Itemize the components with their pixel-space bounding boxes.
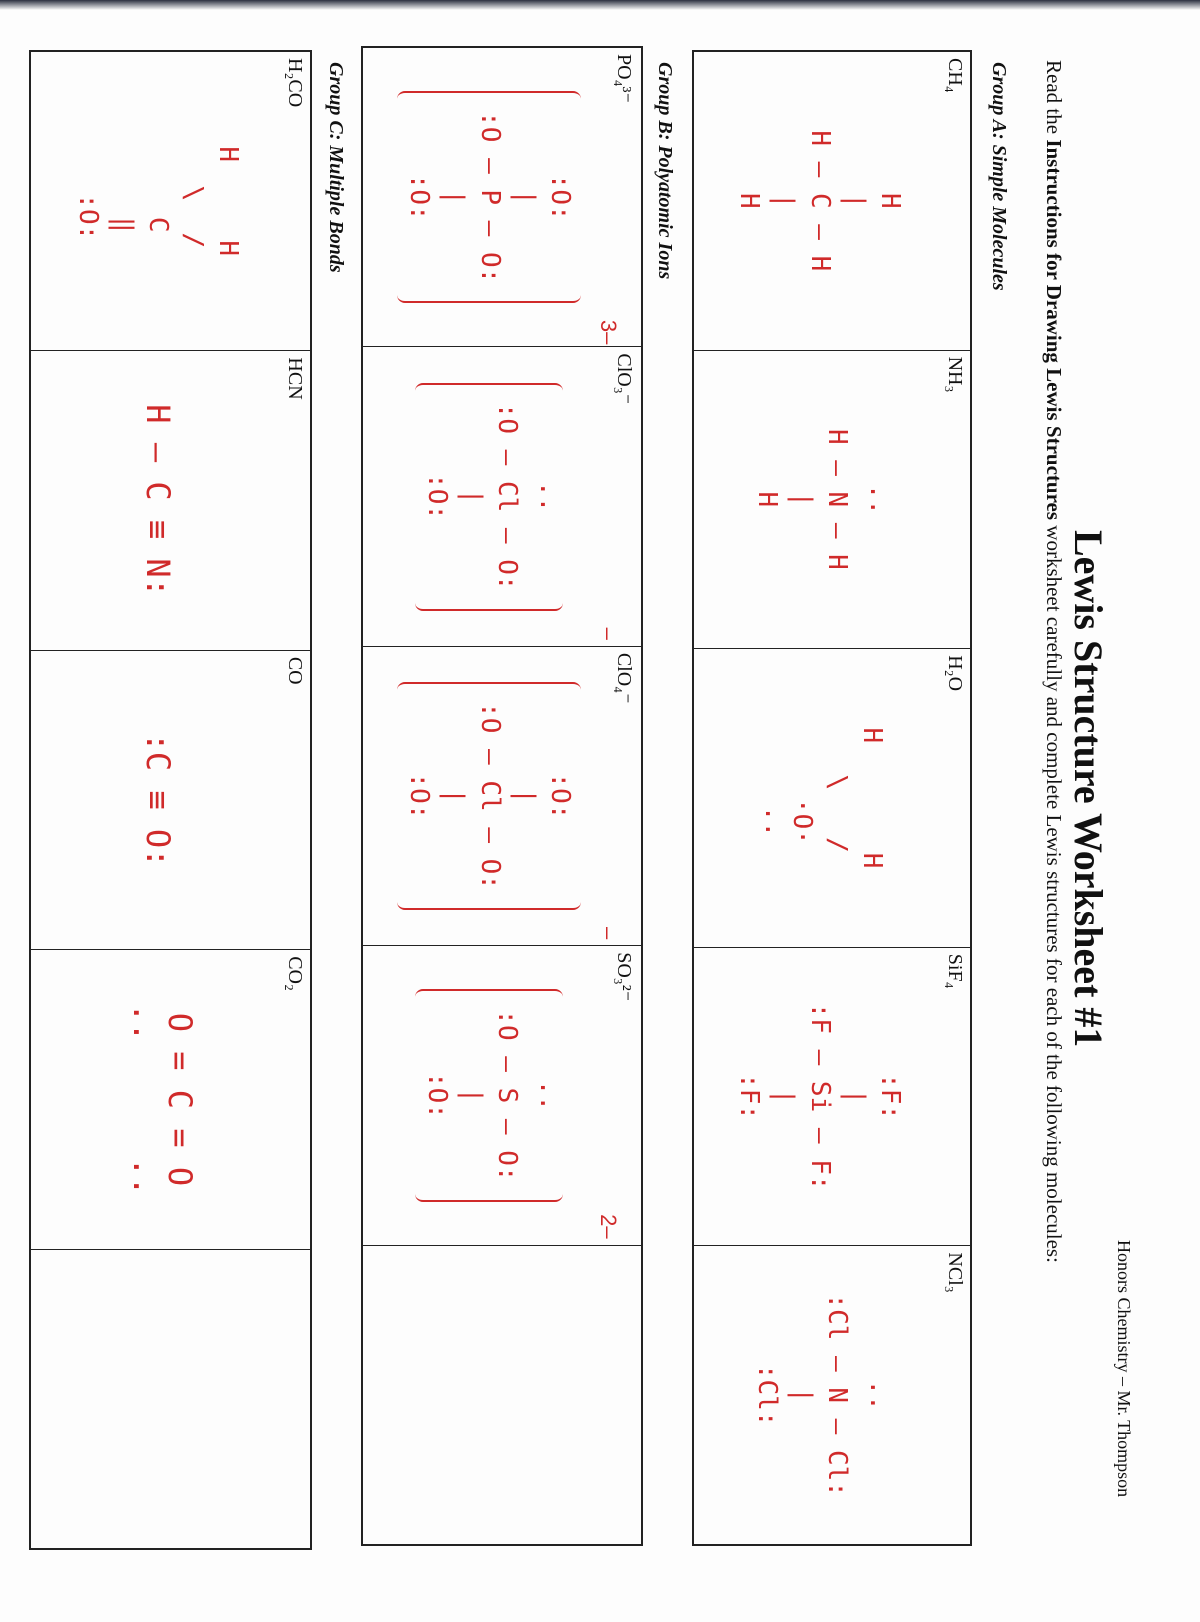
lewis-structure: ·· H – N – H | H (751, 428, 888, 570)
lewis-structure: :F: | :F – Si – F: | :F: (734, 1002, 905, 1191)
page-title: Lewis Structure Worksheet #1 (1066, 530, 1111, 1048)
instructions-prefix: Read the (1042, 60, 1066, 140)
ion-bracket: ·· :O – S – O: | :O: (415, 989, 563, 1201)
molecule-cell-so3 (363, 946, 641, 1245)
molecule-cell-co2 (31, 950, 310, 1249)
group-a-heading: Group A: Simple Molecules (988, 62, 1010, 291)
group-c-grid (29, 50, 312, 1550)
instructions-suffix: worksheet carefully and complete Lewis structures for each of the following molecules: (1042, 520, 1066, 1263)
formula-label: PO₄³⁻ (613, 54, 635, 104)
lewis-structure: H | H – C – H | H (734, 130, 905, 272)
empty-cell (363, 1246, 641, 1544)
group-b-heading: Group B: Polyatomic Ions (654, 62, 676, 280)
lewis-structure (363, 347, 615, 645)
formula-label: CH₄ (944, 58, 966, 93)
lewis-structure: :C ≡ O: (139, 732, 178, 868)
molecule-cell-ncl3 (694, 1246, 970, 1544)
formula-label: HCN (284, 357, 306, 400)
formula-label: CO₂ (284, 956, 306, 991)
formula-label: SO₃²⁻ (613, 952, 635, 1002)
lewis-structure: ·· :Cl – N – Cl: | :Cl: (751, 1293, 888, 1497)
lewis-structure (363, 48, 615, 346)
formula-label: H₂CO (284, 58, 306, 108)
formula-label: SiF₄ (944, 953, 966, 989)
group-a-grid (692, 50, 972, 1546)
formula-label: CO (284, 656, 306, 685)
formula-label: ClO₄⁻ (613, 652, 635, 704)
ion-charge: 2– (596, 1214, 621, 1239)
instructions-bold: Instructions for Drawing Lewis Structures (1042, 139, 1066, 521)
molecule-cell-ch4 (694, 52, 970, 351)
lewis-structure (363, 946, 615, 1244)
molecule-cell-sif4 (694, 948, 970, 1247)
ion-charge: 3– (596, 319, 621, 345)
group-b-grid (361, 46, 643, 1546)
empty-cell (31, 1250, 310, 1548)
molecule-cell-co (31, 651, 310, 950)
lewis-structure: H H \ / ·O· ·· (751, 727, 888, 869)
formula-label: H₂O (944, 655, 966, 692)
lewis-structure: H H \ / C ‖ :O: (72, 146, 244, 256)
formula-label: NCl₃ (944, 1252, 966, 1293)
molecule-cell-clo3 (363, 347, 641, 646)
ion-bracket: ·· :O – Cl – O: | :O: (415, 383, 563, 611)
ion-charge: – (596, 926, 621, 940)
formula-label: ClO₃⁻ (613, 353, 635, 405)
instructions (1041, 60, 1066, 1263)
molecule-cell-hcn (31, 351, 310, 650)
formula-label: NH₃ (944, 356, 966, 393)
course-label: Honors Chemistry – Mr. Thompson (1114, 1240, 1134, 1498)
ion-charge: – (596, 627, 621, 640)
lewis-structure (363, 647, 615, 945)
molecule-cell-nh3 (694, 351, 970, 650)
molecule-cell-clo4 (363, 647, 641, 946)
group-c-heading: Group C: Multiple Bonds (325, 62, 347, 273)
ion-bracket: :O: | :O – P – O: | :O: (397, 91, 580, 303)
molecule-cell-po4 (363, 48, 641, 347)
lewis-structure: H – C ≡ N: (139, 404, 178, 597)
ion-bracket: :O: | :O – Cl – O: | :O: (397, 682, 580, 910)
molecule-cell-h2o (694, 649, 970, 948)
molecule-cell-h2co (31, 52, 310, 351)
lewis-structure: O = C = O ·· ·· (117, 1003, 199, 1196)
